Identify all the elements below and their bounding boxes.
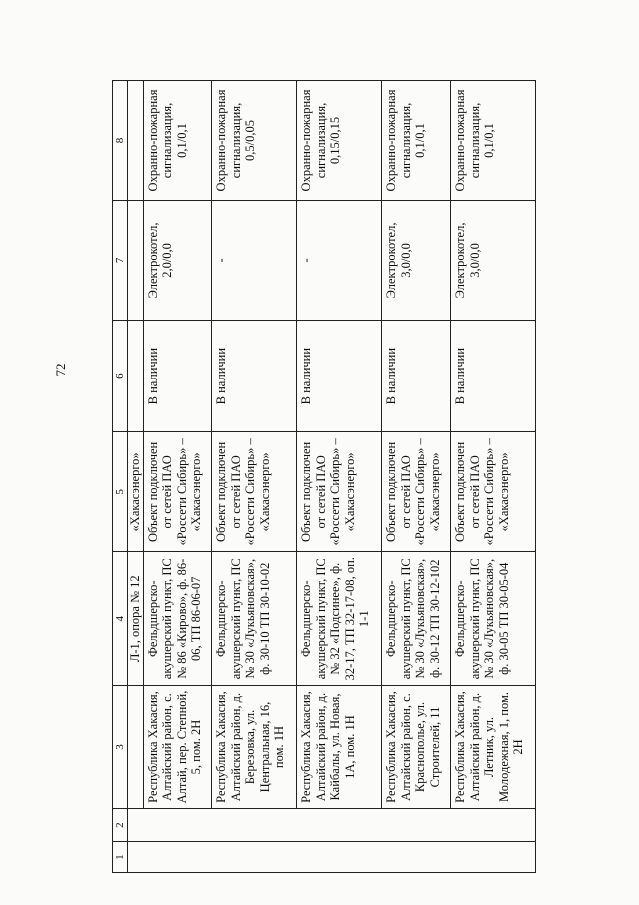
cell-alarm: Охранно-пожарная сигнализация, 0,1/0,1 xyxy=(382,81,451,201)
cell-alarm: Охранно-пожарная сигнализация, 0,15/0,15 xyxy=(297,81,382,201)
cell-connection: Объект подключен от сетей ПАО «Россети Сибирь» – «Хакасэнерго» xyxy=(212,432,297,552)
cell-facility: Фельдшерско-акушерский пункт, ПС № 30 «Лукьяновская», ф. 30-10 ТП 30-10-02 xyxy=(212,552,297,686)
rotated-table-container xyxy=(112,80,536,873)
cell-address: Республика Хакасия, Алтайский район, с. Краснополье, ул. Строителей, 11 xyxy=(382,686,451,809)
col-header-2: 2 xyxy=(113,808,128,841)
cell-heating: - xyxy=(212,200,297,320)
table-row xyxy=(212,81,297,873)
cell-availability: В наличии xyxy=(451,320,536,432)
table-row xyxy=(451,81,536,873)
table-row xyxy=(297,81,382,873)
cell-availability: В наличии xyxy=(143,320,212,432)
table-row-continued xyxy=(128,81,144,873)
cell-connection: Объект подключен от сетей ПАО «Россети Сибирь» – «Хакасэнерго» xyxy=(382,432,451,552)
cell-col2 xyxy=(128,808,536,841)
column-number-row xyxy=(113,81,128,873)
cell-heating: Электрокотел, 2,0/0,0 xyxy=(143,200,212,320)
cell-connection: Объект подключен от сетей ПАО «Россети Сибирь» – «Хакасэнерго» xyxy=(451,432,536,552)
col-header-5: 5 xyxy=(113,432,128,552)
cell-alarm: Охранно-пожарная сигнализация, 0,1/0,1 xyxy=(451,81,536,201)
col-header-4: 4 xyxy=(113,552,128,686)
cell-connection: «Хакасэнерго» xyxy=(128,432,144,552)
cell-address xyxy=(128,686,144,809)
cell-connection: Объект подключен от сетей ПАО «Россети Сибирь» – «Хакасэнерго» xyxy=(297,432,382,552)
col-header-1: 1 xyxy=(113,842,128,873)
cell-heating xyxy=(128,200,144,320)
cell-availability: В наличии xyxy=(212,320,297,432)
cell-facility: Фельдшерско-акушерский пункт, ПС № 86 «Кирово», ф. 86-06, ТП 86-06-07 xyxy=(143,552,212,686)
cell-facility: Л-1, опора № 12 xyxy=(128,552,144,686)
cell-alarm: Охранно-пожарная сигнализация, 0,5/0,05 xyxy=(212,81,297,201)
cell-address: Республика Хакасия, Алтайский район, д. Кайбалы, ул. Новая, 1А, пом. 1Н xyxy=(297,686,382,809)
cell-heating: Электрокотел, 3,0/0,0 xyxy=(451,200,536,320)
cell-address: Республика Хакасия, Алтайский район, д. Летник, ул. Молодежная, 1, пом. 2Н xyxy=(451,686,536,809)
cell-availability xyxy=(128,320,144,432)
table-row xyxy=(382,81,451,873)
cell-facility: Фельдшерско-акушерский пункт, ПС № 32 «Подсинее», ф. 32-17, ТП 32-17-08, оп. 1-1 xyxy=(297,552,382,686)
cell-col1 xyxy=(128,842,536,873)
cell-facility: Фельдшерско-акушерский пункт, ПС № 30 «Лукьяновская», ф. 30-12 ТП 30-12-102 xyxy=(382,552,451,686)
cell-address: Республика Хакасия, Алтайский район, с. Алтай, пер. Степной, 5, пом. 2Н xyxy=(143,686,212,809)
cell-facility: Фельдшерско-акушерский пункт, ПС № 30 «Лукьяновская», ф. 30-05 ТП 30-05-04 xyxy=(451,552,536,686)
col-header-7: 7 xyxy=(113,200,128,320)
col-header-8: 8 xyxy=(113,81,128,201)
cell-heating: - xyxy=(297,200,382,320)
col-header-6: 6 xyxy=(113,320,128,432)
cell-heating: Электрокотел, 3,0/0,0 xyxy=(382,200,451,320)
cell-address: Республика Хакасия, Алтайский район, д. Березовка, ул. Центральная, 16, пом. 1Н xyxy=(212,686,297,809)
cell-availability: В наличии xyxy=(297,320,382,432)
cell-alarm xyxy=(128,81,144,201)
cell-connection: Объект подключен от сетей ПАО «Россети Сибирь» – «Хакасэнерго» xyxy=(143,432,212,552)
col-header-3: 3 xyxy=(113,686,128,809)
page-number: 72 xyxy=(53,363,68,377)
cell-alarm: Охранно-пожарная сигнализация, 0,1/0,1 xyxy=(143,81,212,201)
cell-availability: В наличии xyxy=(382,320,451,432)
facilities-table xyxy=(112,80,536,873)
table-row xyxy=(143,81,212,873)
